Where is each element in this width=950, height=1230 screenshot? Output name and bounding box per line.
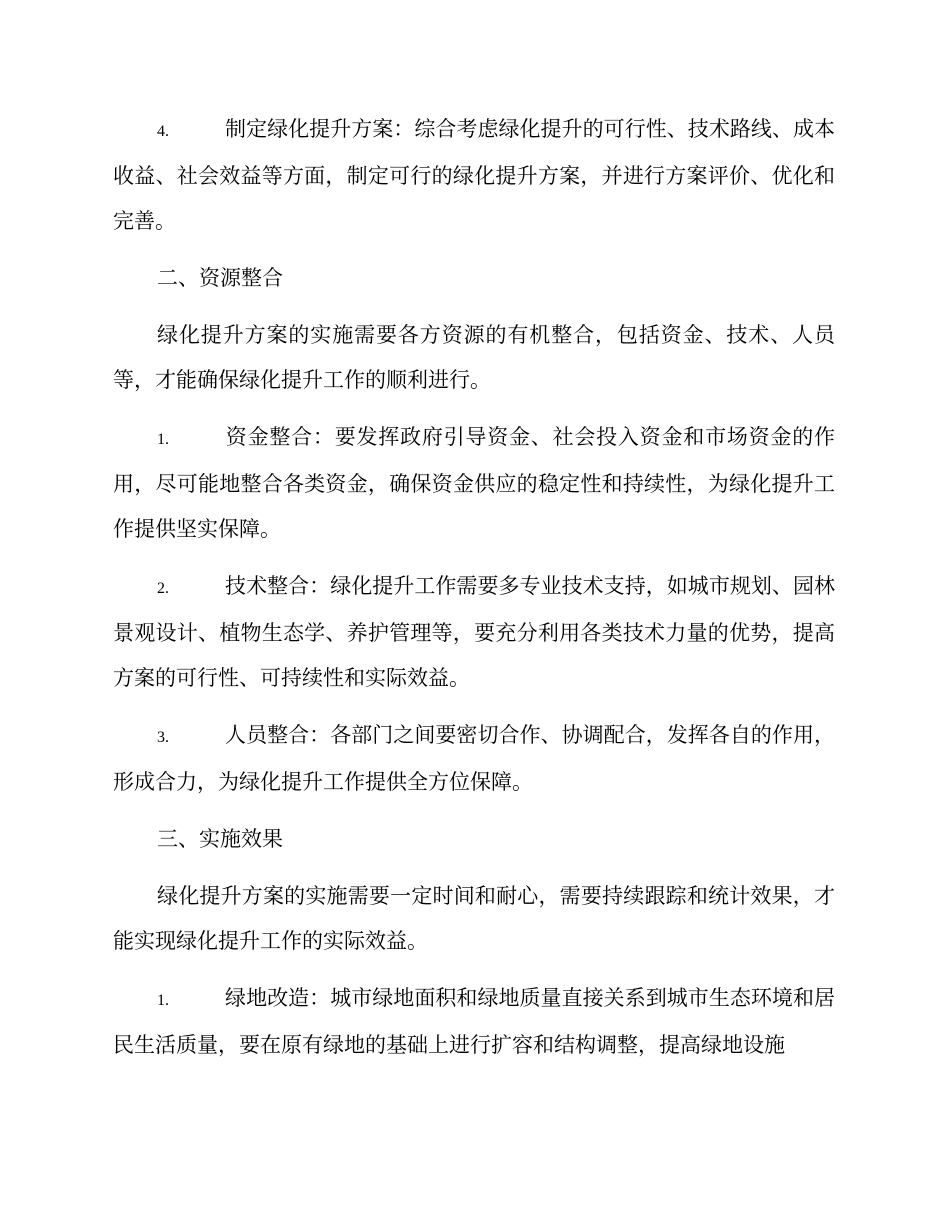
- list-item-text: 技术整合：绿化提升工作需要多专业技术支持，如城市规划、园林景观设计、植物生态学、养护管理等，要充分利用各类技术力量的优势，提高方案的可行性、可持续性和实际效益。: [113, 574, 835, 690]
- list-item-text: 制定绿化提升方案：综合考虑绿化提升的可行性、技术路线、成本收益、社会效益等方面，制定可行的绿化提升方案，并进行方案评价、优化和完善。: [113, 117, 835, 233]
- list-item-technology: [113, 564, 835, 701]
- list-number: 4.: [157, 123, 169, 140]
- list-item-green-space: [113, 976, 835, 1068]
- document-body: [113, 107, 835, 1080]
- list-item-personnel: [113, 713, 835, 805]
- section-intro-paragraph: 绿化提升方案的实施需要一定时间和耐心，需要持续跟踪和统计效果，才能实现绿化提升工作的实际效益。: [113, 884, 835, 953]
- list-item-text: 人员整合：各部门之间要密切合作、协调配合，发挥各自的作用，形成合力，为绿化提升工作提供全方位保障。: [113, 723, 835, 794]
- section-intro-paragraph: 绿化提升方案的实施需要各方资源的有机整合，包括资金、技术、人员等，才能确保绿化提升工作的顺利进行。: [113, 323, 835, 392]
- list-number: 1.: [157, 431, 169, 448]
- section-heading-implementation-effect: 三、实施效果: [157, 827, 283, 851]
- section-heading-resource-integration: 二、资源整合: [157, 266, 283, 290]
- list-number: 1.: [157, 992, 169, 1009]
- list-number: 3.: [157, 729, 169, 746]
- list-item-text: 绿地改造：城市绿地面积和绿地质量直接关系到城市生态环境和居民生活质量，要在原有绿地的基础上进行扩容和结构调整，提高绿地设施: [113, 986, 835, 1057]
- list-item-text: 资金整合：要发挥政府引导资金、社会投入资金和市场资金的作用，尽可能地整合各类资金，确保资金供应的稳定性和持续性，为绿化提升工作提供坚实保障。: [113, 425, 835, 541]
- list-item-funding: [113, 415, 835, 552]
- list-item-plan: [113, 107, 835, 244]
- list-number: 2.: [157, 580, 169, 597]
